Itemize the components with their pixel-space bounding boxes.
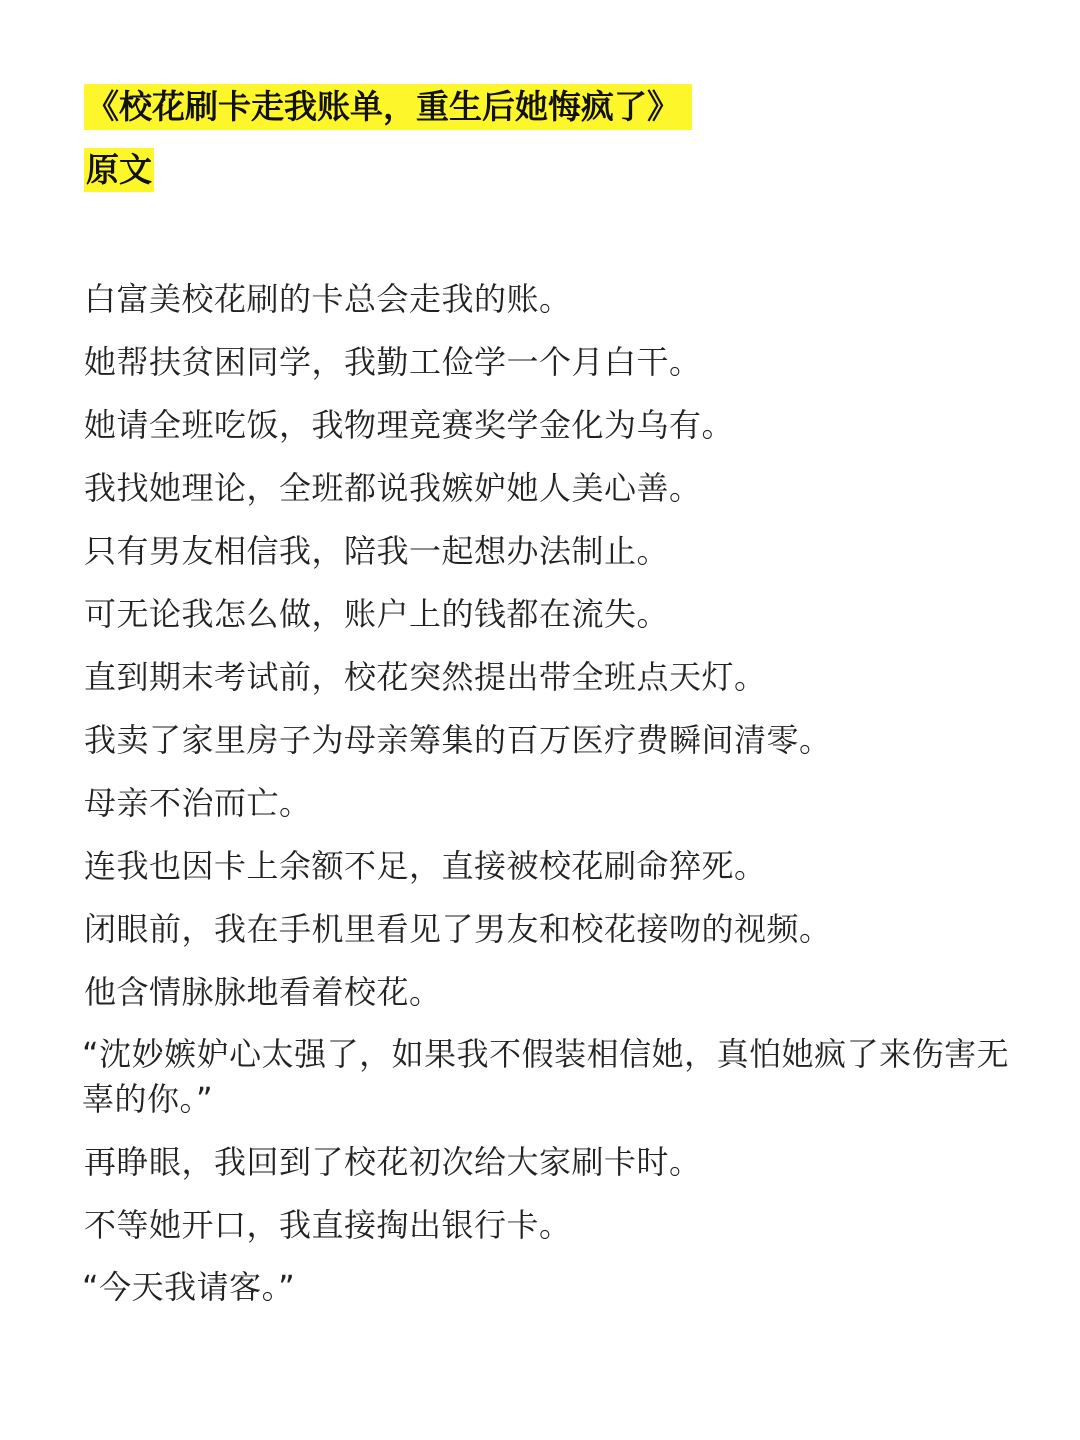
paragraph-quote: “沈妙嫉妒心太强了，如果我不假装相信她，真怕她疯了来伤害无辜的你。” (82, 1035, 1010, 1118)
paragraph: 只有男友相信我，陪我一起想办法制止。 (84, 532, 670, 570)
paragraph: 闭眼前，我在手机里看见了男友和校花接吻的视频。 (84, 910, 832, 948)
paragraph: 白富美校花刷的卡总会走我的账。 (84, 280, 572, 318)
paragraph: 再睁眼，我回到了校花初次给大家刷卡时。 (84, 1143, 702, 1181)
paragraph: 连我也因卡上余额不足，直接被校花刷命猝死。 (84, 847, 767, 885)
document-title: 《校花刷卡走我账单，重生后她悔疯了》 (84, 84, 692, 130)
paragraph: 直到期末考试前，校花突然提出带全班点天灯。 (84, 658, 767, 696)
paragraph: 她请全班吃饭，我物理竞赛奖学金化为乌有。 (84, 406, 735, 444)
paragraph: 可无论我怎么做，账户上的钱都在流失。 (84, 595, 670, 633)
paragraph: 我找她理论，全班都说我嫉妒她人美心善。 (84, 469, 702, 507)
paragraph: 母亲不治而亡。 (84, 784, 312, 822)
paragraph-quote: “今天我请客。” (82, 1268, 296, 1306)
story-body (84, 276, 1034, 1327)
paragraph: 她帮扶贫困同学，我勤工俭学一个月白干。 (84, 343, 702, 381)
paragraph: 不等她开口，我直接掏出银行卡。 (84, 1206, 572, 1244)
document-subtitle: 原文 (84, 148, 154, 192)
paragraph: 他含情脉脉地看着校花。 (84, 973, 442, 1011)
paragraph: 我卖了家里房子为母亲筹集的百万医疗费瞬间清零。 (84, 721, 832, 759)
